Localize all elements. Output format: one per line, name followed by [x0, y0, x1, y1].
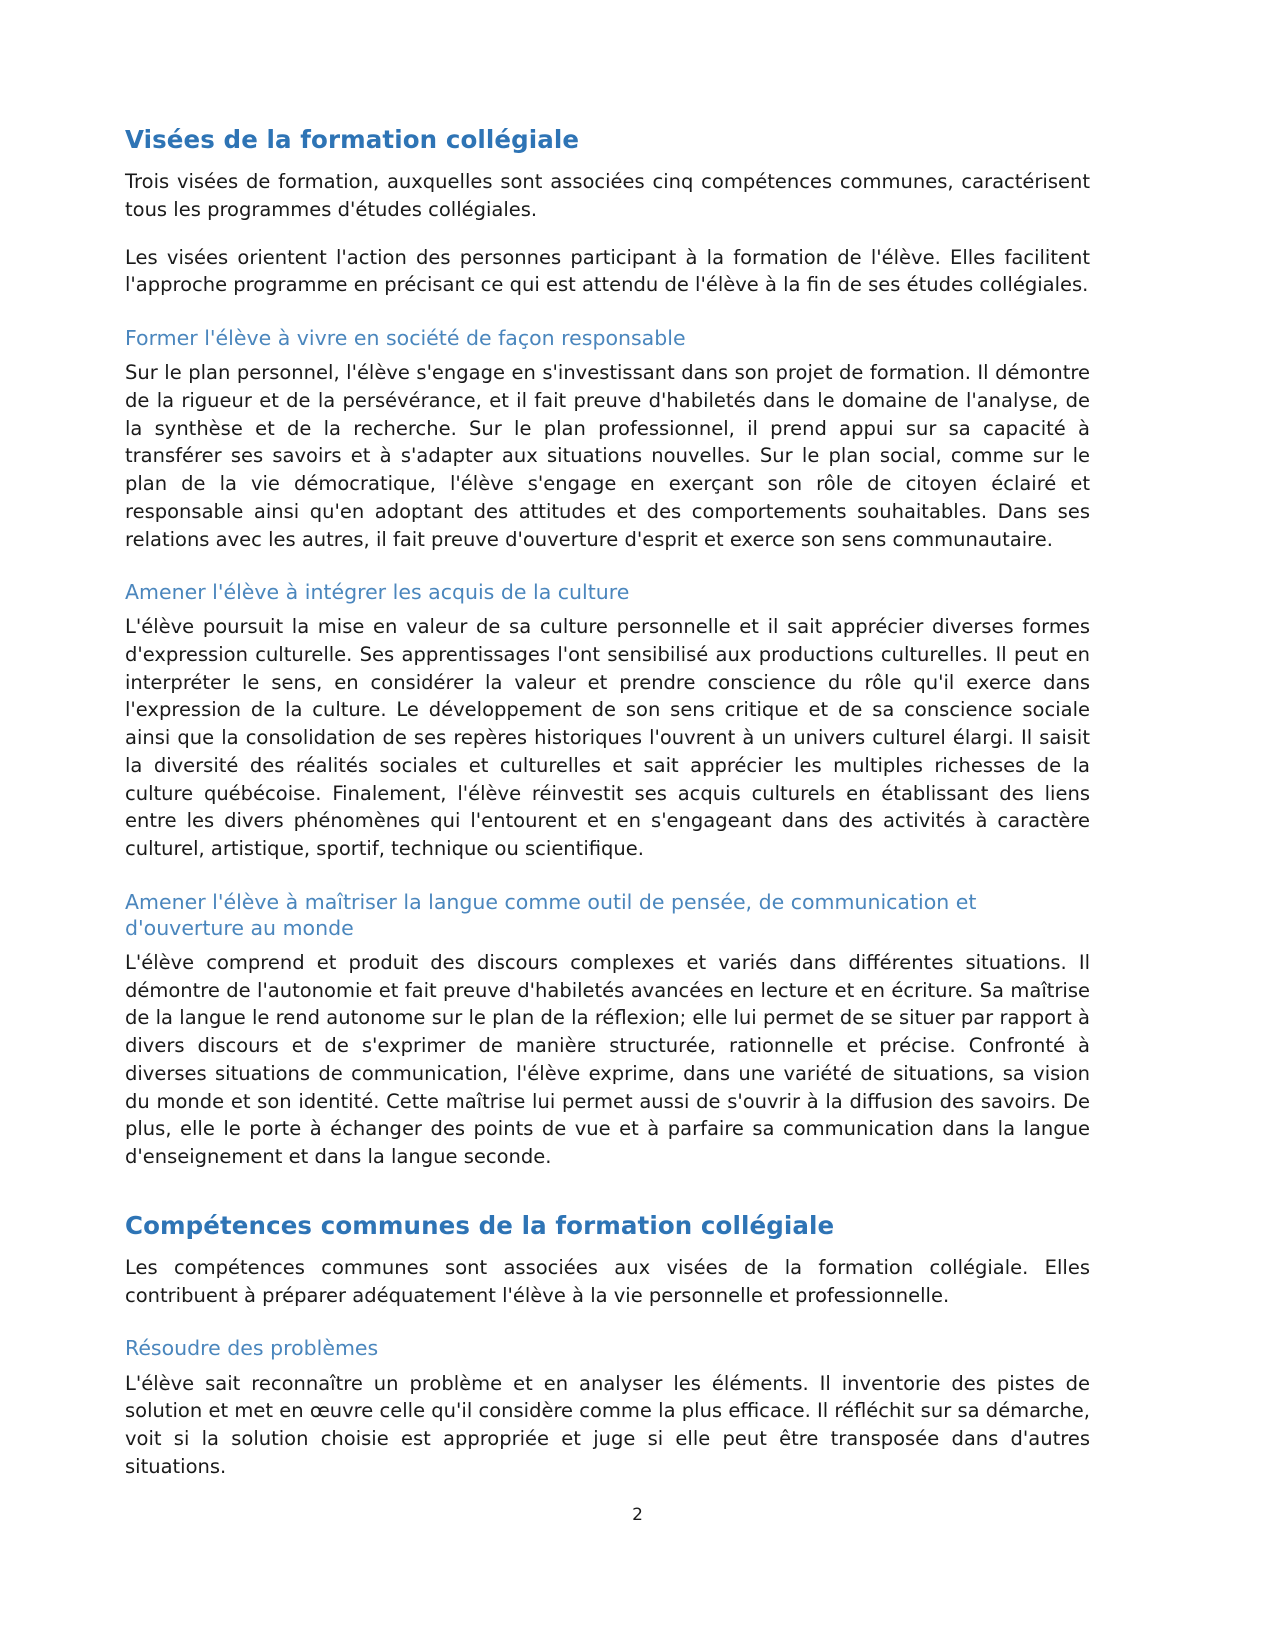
section-heading: Amener l'élève à maîtriser la langue comme outil de pensée, de communication et d'ouverture au monde	[125, 889, 977, 940]
page-number: 2	[632, 1505, 643, 1525]
document-body	[125, 125, 1090, 1500]
section-heading: Amener l'élève à intégrer les acquis de la culture	[125, 580, 630, 605]
section-visees	[125, 125, 1090, 299]
paragraph: L'élève poursuit la mise en valeur de sa culture personnelle et il sait apprécier diverses formes d'expression culturelle. Ses apprentissages l'ont sensibilisé aux productions culturelles. Il peut en interpréter le sens, en considérer la valeur et prendre conscience du rôle qu'il exerce dans l'expression de la culture. Le développement de son sens critique et de sa conscience sociale ainsi que la consolidation de ses repères historiques l'ouvrent à un univers culturel élargi. Il saisit la diversité des réalités sociales et culturelles et sait apprécier les multiples richesses de la culture québécoise. Finalement, l'élève réinvestit ses acquis culturels en établissant des liens entre les divers phénomènes qui l'entourent et en s'engageant dans des activités à caractère culturel, artistique, sportif, technique ou scientifique.	[125, 615, 1090, 860]
section-maitriser-langue	[125, 889, 1090, 1171]
paragraph: Les visées orientent l'action des personnes participant à la formation de l'élève. Elles facilitent l'approche programme en précisant ce qui est attendu de l'élève à la fin de ses études collégiales.	[125, 245, 1090, 297]
section-heading: Compétences communes de la formation collégiale	[125, 1210, 835, 1240]
section-competences-communes	[125, 1211, 1090, 1310]
paragraph: L'élève comprend et produit des discours complexes et variés dans différentes situations. Il démontre de l'autonomie et fait preuve d'habiletés avancées en lecture et en écriture. Sa maîtrise de la langue le rend autonome sur le plan de la réflexion; elle lui permet de se situer par rapport à divers discours et de s'exprimer de manière structurée, rationnelle et précise. Confronté à diverses situations de communication, l'élève exprime, dans une variété de situations, sa vision du monde et son identité. Cette maîtrise lui permet aussi de s'ouvrir à la diffusion des savoirs. De plus, elle le porte à échanger des points de vue et à parfaire sa communication dans la langue d'enseignement et dans la langue seconde.	[125, 951, 1090, 1168]
section-resoudre-problemes	[125, 1335, 1090, 1480]
section-integrer-culture	[125, 579, 1090, 862]
section-spacer	[125, 1197, 1090, 1211]
paragraph: Les compétences communes sont associées aux visées de la formation collégiale. Elles contribuent à préparer adéquatement l'élève à la vie personnelle et professionnelle.	[125, 1255, 1090, 1307]
section-heading: Former l'élève à vivre en société de façon responsable	[125, 326, 686, 351]
paragraph: Trois visées de formation, auxquelles sont associées cinq compétences communes, caractérisent tous les programmes d'études collégiales.	[125, 170, 1090, 222]
section-heading: Visées de la formation collégiale	[125, 125, 580, 154]
paragraph: Sur le plan personnel, l'élève s'engage en s'investissant dans son projet de formation. Il démontre de la rigueur et de la persévérance, et il fait preuve d'habiletés dans le domaine de l'analyse, de la synthèse et de la recherche. Sur le plan professionnel, il prend appui sur sa capacité à transférer ses savoirs et à s'adapter aux situations nouvelles. Sur le plan social, comme sur le plan de la vie démocratique, l'élève s'engage en exerçant son rôle de citoyen éclairé et responsable ainsi qu'en adoptant des attitudes et des comportements souhaitables. Dans ses relations avec les autres, il fait preuve d'ouverture d'esprit et exerce son sens communautaire.	[125, 361, 1090, 551]
paragraph: L'élève sait reconnaître un problème et en analyser les éléments. Il inventorie des pistes de solution et met en œuvre celle qu'il considère comme la plus efficace. Il réfléchit sur sa démarche, voit si la solution choisie est appropriée et juge si elle peut être transposée dans d'autres situations.	[125, 1371, 1090, 1478]
section-former-eleve	[125, 325, 1090, 553]
section-heading: Résoudre des problèmes	[125, 1336, 379, 1361]
